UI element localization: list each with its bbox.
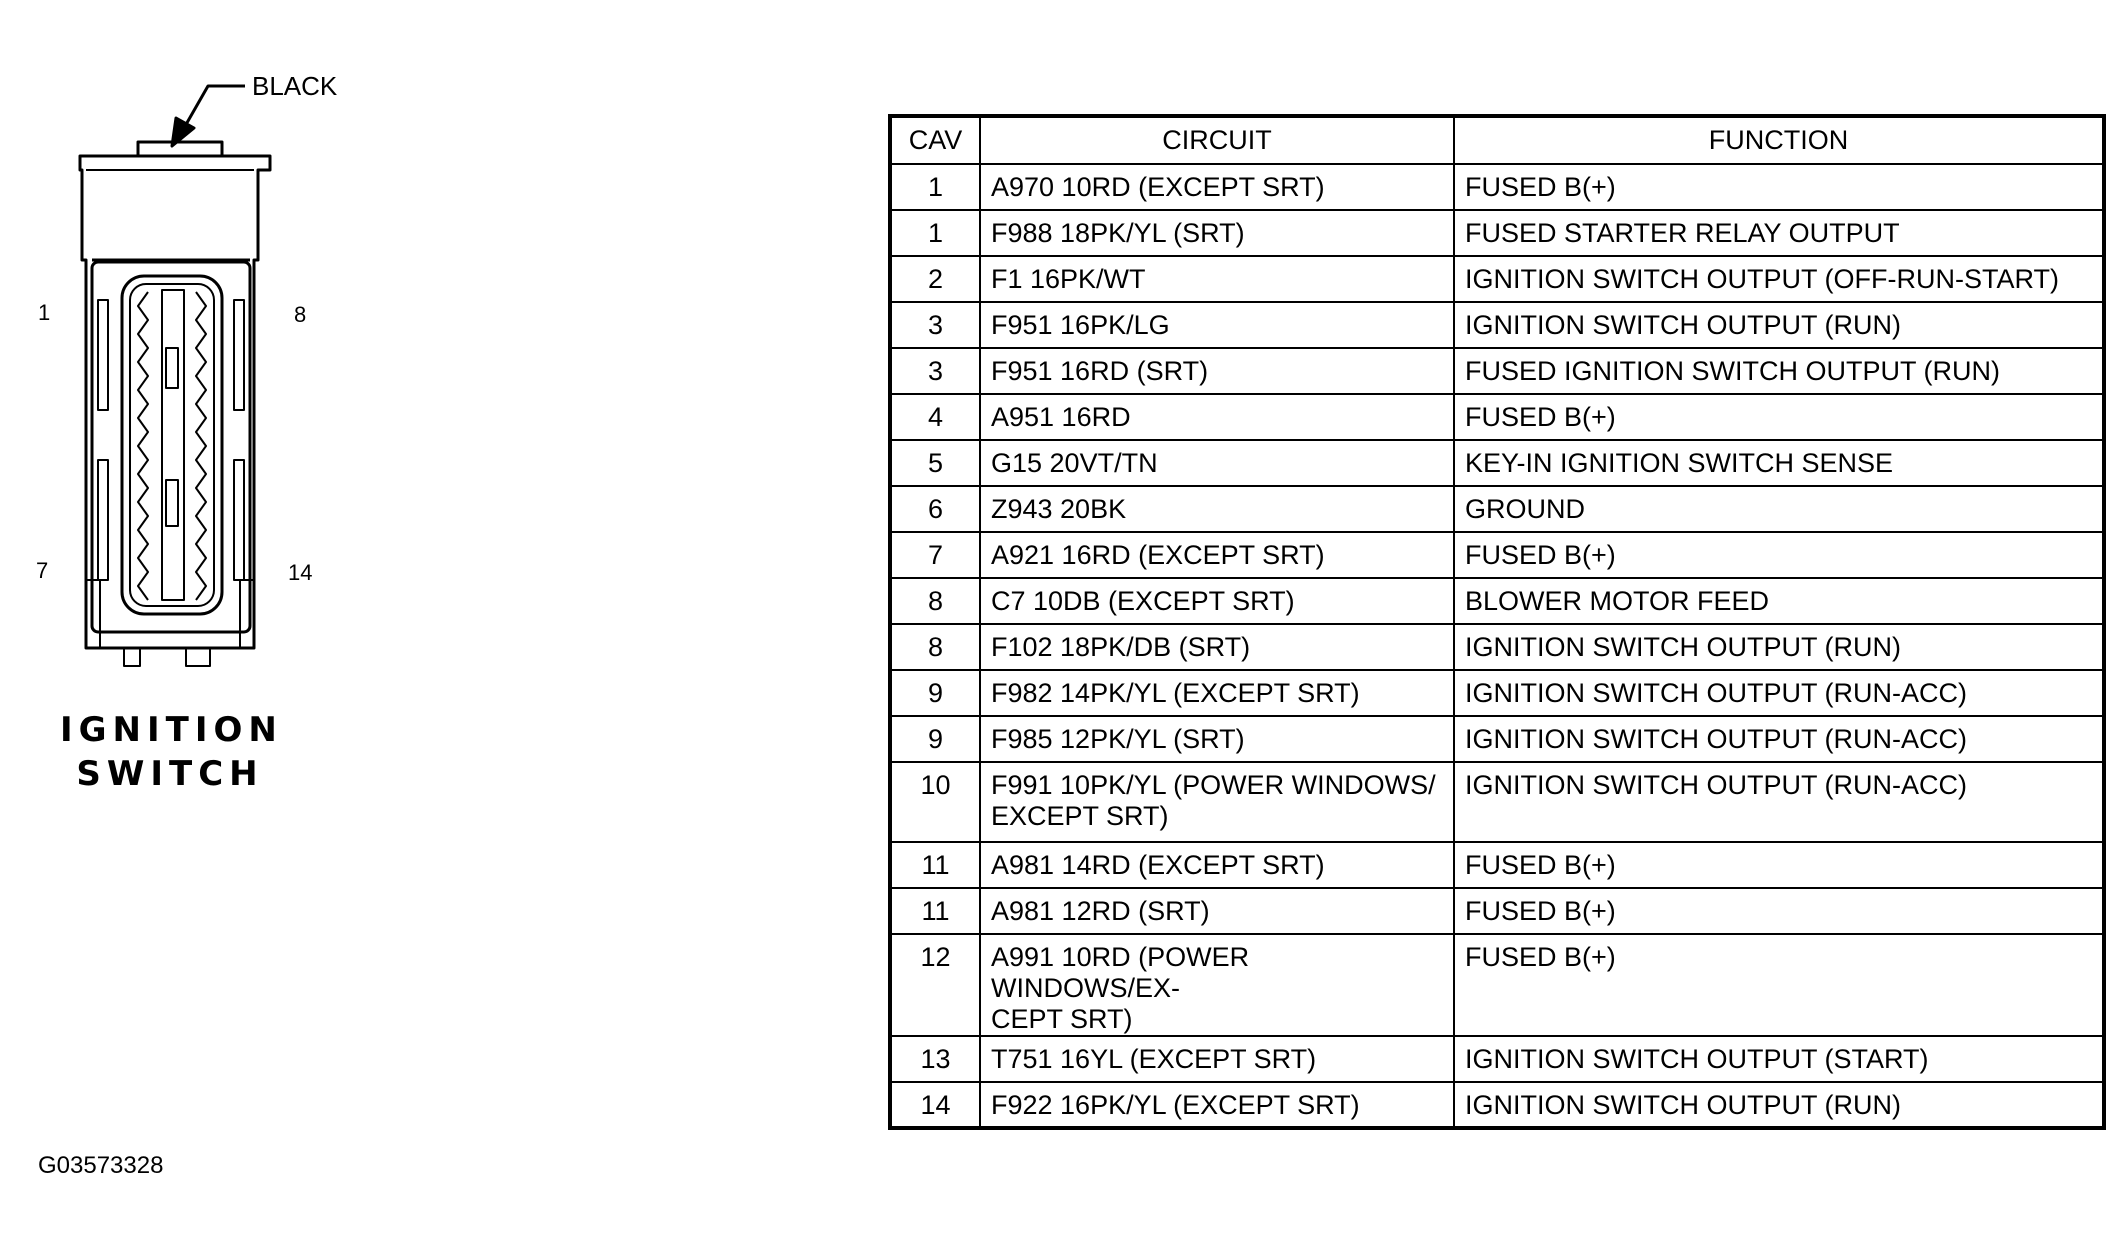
table-row (890, 394, 2104, 440)
function-cell: FUSED B(+) (1454, 842, 2104, 888)
circuit-cell: F982 14PK/YL (EXCEPT SRT) (980, 670, 1454, 716)
function-cell: IGNITION SWITCH OUTPUT (RUN) (1454, 1082, 2104, 1128)
circuit-cell: G15 20VT/TN (980, 440, 1454, 486)
connector-bottom-foot-left (124, 648, 140, 666)
pin-label-14: 14 (288, 560, 313, 585)
table-row (890, 842, 2104, 888)
cav-cell: 8 (890, 578, 980, 624)
table-row (890, 624, 2104, 670)
figure-id: G03573328 (38, 1152, 164, 1179)
circuit-cell: F951 16PK/LG (980, 302, 1454, 348)
circuit-cell: A991 10RD (POWER WINDOWS/EX- CEPT SRT) (980, 934, 1454, 1036)
pin-label-7: 7 (36, 558, 49, 583)
function-cell: FUSED B(+) (1454, 394, 2104, 440)
connector-bottom-foot-right (186, 648, 210, 666)
cav-cell: 11 (890, 888, 980, 934)
table-row (890, 716, 2104, 762)
component-title-line2: SWITCH (76, 754, 264, 794)
cav-cell: 14 (890, 1082, 980, 1128)
function-cell: IGNITION SWITCH OUTPUT (RUN-ACC) (1454, 762, 2104, 842)
circuit-cell: F988 18PK/YL (SRT) (980, 210, 1454, 256)
circuit-cell: A951 16RD (980, 394, 1454, 440)
function-cell: GROUND (1454, 486, 2104, 532)
table-row (890, 348, 2104, 394)
cav-cell: 6 (890, 486, 980, 532)
function-cell: FUSED IGNITION SWITCH OUTPUT (RUN) (1454, 348, 2104, 394)
circuit-cell: A970 10RD (EXCEPT SRT) (980, 164, 1454, 210)
cav-cell: 9 (890, 670, 980, 716)
function-cell: FUSED B(+) (1454, 934, 2104, 1036)
cav-cell: 5 (890, 440, 980, 486)
function-cell: IGNITION SWITCH OUTPUT (RUN-ACC) (1454, 670, 2104, 716)
circuit-cell: F1 16PK/WT (980, 256, 1454, 302)
function-cell: IGNITION SWITCH OUTPUT (RUN) (1454, 624, 2104, 670)
circuit-cell: T751 16YL (EXCEPT SRT) (980, 1036, 1454, 1082)
function-cell: BLOWER MOTOR FEED (1454, 578, 2104, 624)
connector-top-tab (138, 142, 222, 156)
cav-cell: 2 (890, 256, 980, 302)
table-header-row (890, 116, 2104, 164)
circuit-cell: C7 10DB (EXCEPT SRT) (980, 578, 1454, 624)
function-cell: FUSED B(+) (1454, 164, 2104, 210)
function-cell: IGNITION SWITCH OUTPUT (OFF-RUN-START) (1454, 256, 2104, 302)
cav-cell: 9 (890, 716, 980, 762)
cav-cell: 1 (890, 210, 980, 256)
circuit-cell: F991 10PK/YL (POWER WINDOWS/ EXCEPT SRT) (980, 762, 1454, 842)
table-row (890, 302, 2104, 348)
table-row (890, 762, 2104, 842)
component-title-line1: IGNITION (60, 710, 283, 750)
pinout-table (888, 114, 2106, 1130)
circuit-cell: A981 14RD (EXCEPT SRT) (980, 842, 1454, 888)
connector-color-label: BLACK (252, 71, 338, 101)
function-cell: FUSED B(+) (1454, 888, 2104, 934)
function-cell: KEY-IN IGNITION SWITCH SENSE (1454, 440, 2104, 486)
cav-cell: 12 (890, 934, 980, 1036)
function-cell: FUSED STARTER RELAY OUTPUT (1454, 210, 2104, 256)
table-row (890, 934, 2104, 1036)
table-row (890, 888, 2104, 934)
cav-cell: 3 (890, 302, 980, 348)
circuit-cell: A921 16RD (EXCEPT SRT) (980, 532, 1454, 578)
table-row (890, 440, 2104, 486)
callout-leader (184, 86, 245, 128)
pin-label-8: 8 (294, 302, 307, 327)
function-cell: FUSED B(+) (1454, 532, 2104, 578)
table-row (890, 578, 2104, 624)
cav-cell: 10 (890, 762, 980, 842)
table-row (890, 486, 2104, 532)
cav-cell: 13 (890, 1036, 980, 1082)
cav-cell: 4 (890, 394, 980, 440)
table-body (890, 164, 2104, 1128)
header-cav: CAV (890, 116, 980, 164)
circuit-cell: Z943 20BK (980, 486, 1454, 532)
circuit-cell: A981 12RD (SRT) (980, 888, 1454, 934)
table-row (890, 670, 2104, 716)
header-circuit: CIRCUIT (980, 116, 1454, 164)
table-row (890, 1036, 2104, 1082)
ignition-switch-connector-diagram (0, 0, 420, 820)
table-row (890, 256, 2104, 302)
cav-cell: 1 (890, 164, 980, 210)
circuit-cell: F102 18PK/DB (SRT) (980, 624, 1454, 670)
cav-cell: 7 (890, 532, 980, 578)
table-row (890, 210, 2104, 256)
function-cell: IGNITION SWITCH OUTPUT (RUN-ACC) (1454, 716, 2104, 762)
table-row (890, 1082, 2104, 1128)
cav-cell: 11 (890, 842, 980, 888)
table-row (890, 532, 2104, 578)
pin-label-1: 1 (38, 300, 51, 325)
circuit-cell: F922 16PK/YL (EXCEPT SRT) (980, 1082, 1454, 1128)
connector-cavity-frame (92, 262, 250, 632)
header-function: FUNCTION (1454, 116, 2104, 164)
function-cell: IGNITION SWITCH OUTPUT (RUN) (1454, 302, 2104, 348)
circuit-cell: F985 12PK/YL (SRT) (980, 716, 1454, 762)
table-row (890, 164, 2104, 210)
cav-cell: 8 (890, 624, 980, 670)
function-cell: IGNITION SWITCH OUTPUT (START) (1454, 1036, 2104, 1082)
circuit-cell: F951 16RD (SRT) (980, 348, 1454, 394)
cav-cell: 3 (890, 348, 980, 394)
